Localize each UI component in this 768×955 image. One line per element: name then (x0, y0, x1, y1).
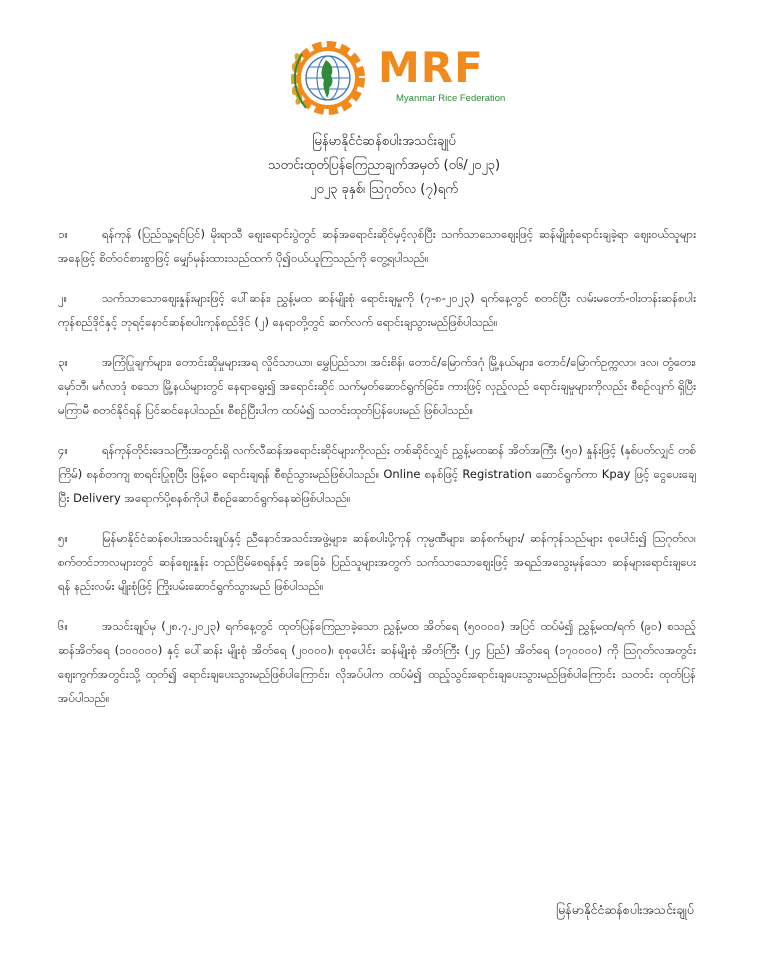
paragraph-1 (58, 222, 696, 270)
paragraph-number: ၆။ (58, 619, 68, 633)
paragraph-text: ရန်ကုန် (ပြည်သူ့ရင်ပြင်) မိုးရာသီ ဈေးရောင်းပွဲတွင် ဆန်အရောင်းဆိုင်မှင့်လုစ်ပြီး သက်သာသောဈေးဖြင့် ဆန်မျိုးစုံရောင်းချခဲ့ရာ ဈေးဝယ်သူများအနေဖြင့် စိတ်ဝင်စားစွာဖြင့် မျှော်မှန်းထားသည်ထက် ပို၍ဝယ်ယူကြသည်ကို တွေ့ရပါသည်။ (58, 227, 696, 265)
paragraph-text: အကြံပြုချက်များ၊ တောင်းဆိုမှုများအရ လှိုင်သာယာ၊ မွှေပြည်သာ၊ အင်းစိန်၊ တောင်/မြောက်ဒဂုံ မြို့နယ်များ၊ တောင်/မြောက်ဥက္ကလာ၊ ဒလ၊ တွံတေး၊ မှော်ဘီ၊ မင်္ဂလာဒုံ စသော မြို့နယ်များတွင် နေရာရွေး၍ အရောင်းဆိုင် သက်မှတ်ဆောင်ရွက်ခြင်း၊ ကားဖြင့် လှည့်လည် ရောင်းချမှုများကိုလည်း စီစဉ်လျက် ရှိပြီး မကြာမီ စတင်နိုင်ရန် ပြင်ဆင်နေပါသည်။ စီစဉ်ပြီးပါက ထပ်မံ၍ သတင်းထုတ်ပြန်ပေးမည် ဖြစ်ပါသည်။ (58, 355, 696, 417)
mrf-logo (286, 38, 506, 118)
rice-gear-globe-icon (286, 38, 370, 118)
paragraph-text: အသင်းချုပ်မှ (၂၈.၇.၂၀၂၃) ရက်နေ့တွင် ထုတ်ပြန်ကြေညာခဲ့သော ညွှန့်မထ အိတ်ရေ (၅၀၀၀၀) အပြင် ထပ်မံ၍ ညွှန့်မထ/ရက် (၉၀) စသည့် ဆန်အိတ်ရေ (၁၀၀၀၀၀) နှင့် ပေါ်ဆန်း မျိုးစုံ အိတ်ရေ (၂၀၀၀၀)၊ စုစုပေါင်း ဆန်မျိုးစုံ အိတ်ကြီး (၂၄ ပြည်) အိတ်ရေ (၁၇၀၀၀၀) ကို ဩဂုတ်လအတွင်း ဈေးကွက်အတွင်းသို့ ထုတ်၍ ရောင်းချပေးသွားမည်ဖြစ်ပါကြောင်း၊ လိုအပ်ပါက ထပ်မံ၍ ထည့်သွင်းရောင်းချပေးသွားမည်ဖြစ်ပါကြောင်း သတင်း ထုတ်ပြန်အပ်ပါသည်။ (58, 619, 696, 705)
paragraph-6 (58, 614, 696, 710)
paragraph-3 (58, 350, 696, 422)
paragraph-number: ၁။ (58, 227, 68, 241)
paragraph-text: ရန်ကုန်တိုင်းဒေသကြီးအတွင်းရှိ လက်လီဆန်အရောင်းဆိုင်များကိုလည်း တစ်ဆိုင်လျှင် ညွှန့်မထဆန် အိတ်အကြီး (၅၀) နှုန်းဖြင့် (နှစ်ပတ်လျှင် တစ်ကြိမ်) စနစ်တကျ စာရင်းပြုစုပြီး ဖြန့်ဝေ ရောင်းချရန် စီစဉ်သွားမည်ဖြစ်ပါသည်။ Online စနစ်ဖြင့် Registration ဆောင်ရွက်ကာ Kpay ဖြင့် ငွေပေးချေပြီး Delivery အရောက်ပို့စနစ်ကိုပါ စီစဉ်ဆောင်ရွက်နေဆဲဖြစ်ပါသည်။ (58, 443, 696, 505)
release-date: ၂၀၂၃ ခုနှစ်၊ ဩဂုတ်လ (၇)ရက် (310, 182, 458, 197)
paragraph-text: သက်သာသောဈေးနှုန်းများဖြင့် ပေါ်ဆန်း၊ ညွှန့်မထ ဆန်မျိုးစုံ ရောင်းချမှုကို (၇-၈-၂၀၂၃) ရက်နေ့တွင် စတင်ပြီး လမ်းမတော်-ဝါးတန်းဆန်စပါးကုန်စည်ဒိုင်နှင့် ဘုရင့်နောင်ဆန်စပါးကုန်စည်ဒိုင် (၂) နေရာတို့တွင် ဆက်လက် ရောင်းချသွားမည်ဖြစ်ပါသည်။ (58, 291, 696, 329)
signature: မြန်မာနိုင်ငံဆန်စပါးအသင်းချုပ် (556, 902, 694, 917)
release-body (58, 222, 696, 726)
paragraph-2 (58, 286, 696, 334)
paragraph-5 (58, 526, 696, 598)
brand-subtitle: Myanmar Rice Federation (396, 93, 506, 104)
brand-name: MRF (378, 43, 484, 92)
issuer-heading: မြန်မာနိုင်ငံဆန်စပါးအသင်းချုပ် (312, 134, 456, 149)
paragraph-4 (58, 438, 696, 510)
paragraph-number: ၄။ (58, 443, 68, 457)
paragraph-text: မြန်မာနိုင်ငံဆန်စပါးအသင်းချုပ်နှင့် ညီနောင်အသင်းအဖွဲ့များ၊ ဆန်စပါးပို့ကုန် ကုမ္ပဏီများ၊ ဆန်စက်များ/ ဆန်ကုန်သည်များ စုပေါင်း၍ ဩဂုတ်လ၊ စက်တင်ဘာလများတွင် ဆန်ဈေးနှုန်း တည်ငြိမ်စေရန်နှင့် အခြေခံ ပြည်သူများအတွက် သက်သာသောဈေးဖြင့် အရည်အသွေးမှန်သော ဆန်များရောင်းချပေးရန် နည်းလမ်း မျိုးစုံဖြင့် ကြိုးပမ်းဆောင်ရွက်သွားမည် ဖြစ်ပါသည်။ (58, 531, 696, 593)
paragraph-number: ၅။ (58, 531, 68, 545)
paragraph-number: ၃။ (58, 355, 68, 369)
paragraph-number: ၂။ (58, 291, 68, 305)
release-number: သတင်းထုတ်ပြန်ကြေညာချက်အမှတ် (၀၆/၂၀၂၃) (267, 158, 501, 173)
